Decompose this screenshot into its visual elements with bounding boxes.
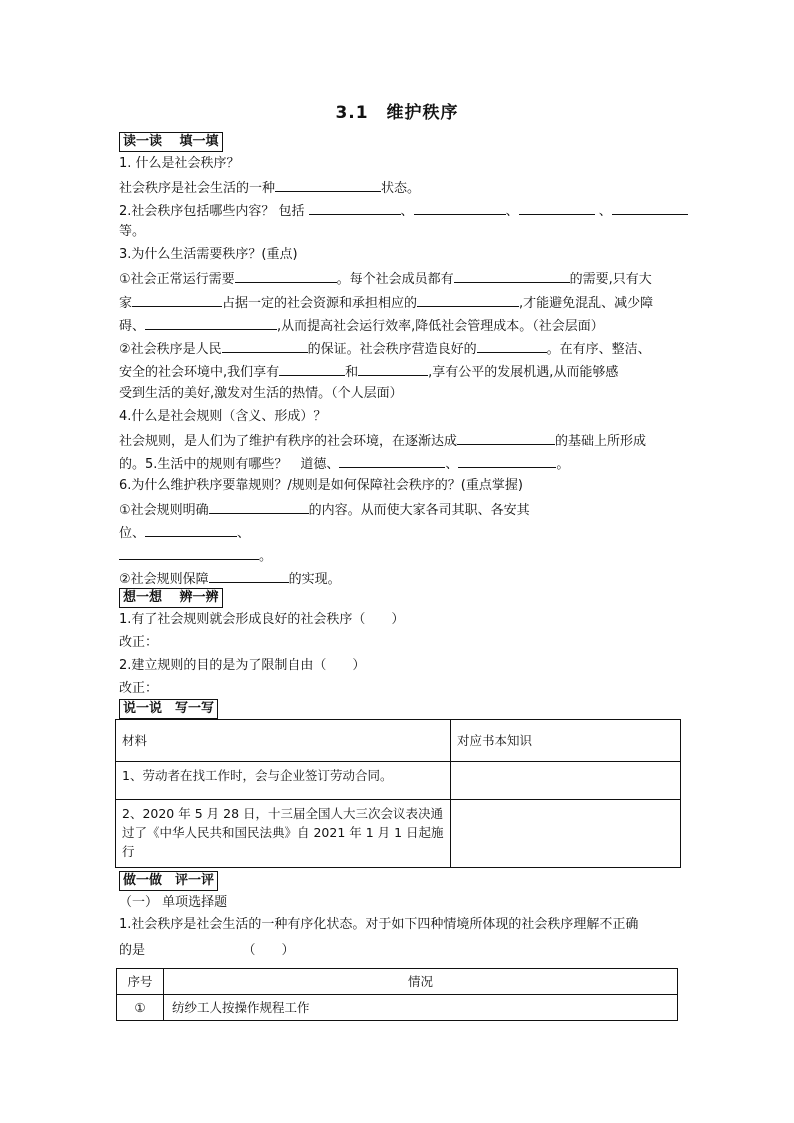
blank[interactable] — [309, 200, 401, 215]
blank[interactable] — [458, 453, 556, 468]
text: 、 — [445, 457, 459, 472]
text: 的。5.生活中的规则有哪些？ 道德、 — [119, 457, 340, 472]
situation-header: 情况 — [164, 969, 678, 995]
number-header: 序号 — [117, 969, 164, 995]
discern-question-2: 2.建立规则的目的是为了限制自由（ ） — [119, 658, 366, 673]
question-6: 6.为什么维护秩序要靠规则？/规则是如何保障社会秩序的？(重点掌握) — [119, 478, 523, 493]
text: 、 — [237, 526, 251, 541]
text: 碍、 — [119, 319, 146, 334]
blank[interactable] — [209, 499, 309, 514]
text: ②社会规则保障 — [119, 572, 209, 587]
text: ①社会规则明确 — [119, 503, 209, 518]
question-3-line-e — [119, 361, 618, 383]
blank[interactable] — [339, 453, 445, 468]
question-3-line-c — [119, 315, 604, 337]
text: 安全的社会环境中,我们享有 — [119, 365, 280, 380]
question-6-line-a — [119, 499, 530, 521]
text: 家 — [119, 296, 133, 311]
text: 社会规则，是人们为了维护有秩序的社会环境，在逐渐达成 — [119, 434, 458, 449]
text: 位、 — [119, 526, 146, 541]
situation-table — [116, 968, 678, 1021]
question-3-line-a — [119, 268, 652, 290]
knowledge-header: 对应书本知识 — [451, 720, 681, 762]
text: 占据一定的社会资源和承担相应的 — [222, 296, 418, 311]
blank[interactable] — [519, 200, 595, 215]
text: 状态。 — [381, 181, 421, 196]
discern-question-1: 1.有了社会规则就会形成良好的社会秩序（ ） — [119, 612, 405, 627]
text: 的需要,只有大 — [569, 272, 652, 287]
question-1: 1. 什么是社会秩序？ — [119, 156, 240, 171]
mcq-heading: （一） 单项选择题 — [119, 895, 228, 910]
discern-correction-1: 改正： — [119, 635, 159, 650]
blank[interactable] — [145, 315, 277, 330]
text: 的实现。 — [288, 572, 341, 587]
blank[interactable] — [477, 338, 547, 353]
question-3-line-d — [119, 338, 651, 360]
blank[interactable] — [145, 522, 237, 537]
section-think-discern: 想一想 辨一辨 — [119, 588, 223, 608]
blank[interactable] — [119, 545, 259, 560]
section-do-evaluate: 做一做 评一评 — [119, 871, 218, 891]
section-read-fill: 读一读 填一填 — [119, 132, 223, 152]
material-header: 材料 — [116, 720, 451, 762]
question-3-line-f: 受到生活的美好,激发对生活的热情。（个人层面） — [119, 386, 403, 401]
situation-cell: 纺纱工人按操作规程工作 — [164, 995, 678, 1021]
blank[interactable] — [414, 200, 506, 215]
material-cell: 1、劳动者在找工作时，会与企业签订劳动合同。 — [116, 762, 451, 800]
question-2-end: 等。 — [119, 224, 146, 239]
page-title: 3.1 维护秩序 — [335, 103, 459, 123]
blank[interactable] — [222, 338, 308, 353]
blank[interactable] — [275, 177, 381, 192]
text: ,才能避免混乱、减少障 — [519, 296, 654, 311]
text: 。在有序、整洁、 — [546, 342, 651, 357]
blank[interactable] — [235, 268, 337, 283]
material-table — [115, 719, 681, 868]
knowledge-cell[interactable] — [451, 762, 681, 800]
material-cell: 2、2020 年 5 月 28 日，十三届全国人大三次会议表决通过了《中华人民共和国民法典》自 2021 年 1 月 1 日起施行 — [116, 800, 451, 868]
text: 。 — [259, 549, 273, 564]
blank[interactable] — [209, 568, 289, 583]
question-3-line-b — [119, 292, 653, 314]
blank[interactable] — [612, 200, 688, 215]
blank[interactable] — [417, 292, 519, 307]
question-6-line-d — [119, 568, 341, 590]
text: 。 — [556, 457, 570, 472]
discern-correction-2: 改正： — [119, 681, 159, 696]
text: 。每个社会成员都有 — [336, 272, 454, 287]
text: 的基础上所形成 — [555, 434, 647, 449]
text: ,享有公平的发展机遇,从而能够感 — [428, 365, 619, 380]
text: ①社会正常运行需要 — [119, 272, 235, 287]
text: 社会秩序是社会生活的一种 — [119, 181, 276, 196]
text: 的内容。从而使大家各司其职、各安其 — [308, 503, 530, 518]
question-3: 3.为什么生活需要秩序？(重点) — [119, 247, 298, 262]
question-2: 2.社会秩序包括哪些内容？ 包括 、 、 、 — [119, 200, 688, 222]
text: 的保证。社会秩序营造良好的 — [307, 342, 477, 357]
text: 和 — [345, 365, 359, 380]
blank[interactable] — [454, 268, 570, 283]
blank[interactable] — [358, 361, 428, 376]
mcq-question-1: 1.社会秩序是社会生活的一种有序化状态。对于如下四种情境所体现的社会秩序理解不正确 — [119, 917, 639, 932]
number-cell: ① — [117, 995, 164, 1021]
mcq-question-1-cont: 的是 （ ） — [119, 943, 295, 958]
question-4-line-a — [119, 430, 646, 452]
text: ②社会秩序是人民 — [119, 342, 222, 357]
question-4: 4.什么是社会规则（含义、形成）？ — [119, 409, 327, 424]
question-6-line-c — [119, 545, 272, 567]
knowledge-cell[interactable] — [451, 800, 681, 868]
question-6-line-b — [119, 522, 250, 544]
text: 2.社会秩序包括哪些内容？ 包括 — [119, 204, 305, 219]
blank[interactable] — [279, 361, 345, 376]
section-speak-write: 说一说 写一写 — [119, 699, 218, 719]
question-5 — [119, 453, 569, 475]
text: ,从而提高社会运行效率,降低社会管理成本。（社会层面） — [277, 319, 604, 334]
blank[interactable] — [132, 292, 222, 307]
blank[interactable] — [457, 430, 555, 445]
question-1-answer — [119, 177, 420, 199]
